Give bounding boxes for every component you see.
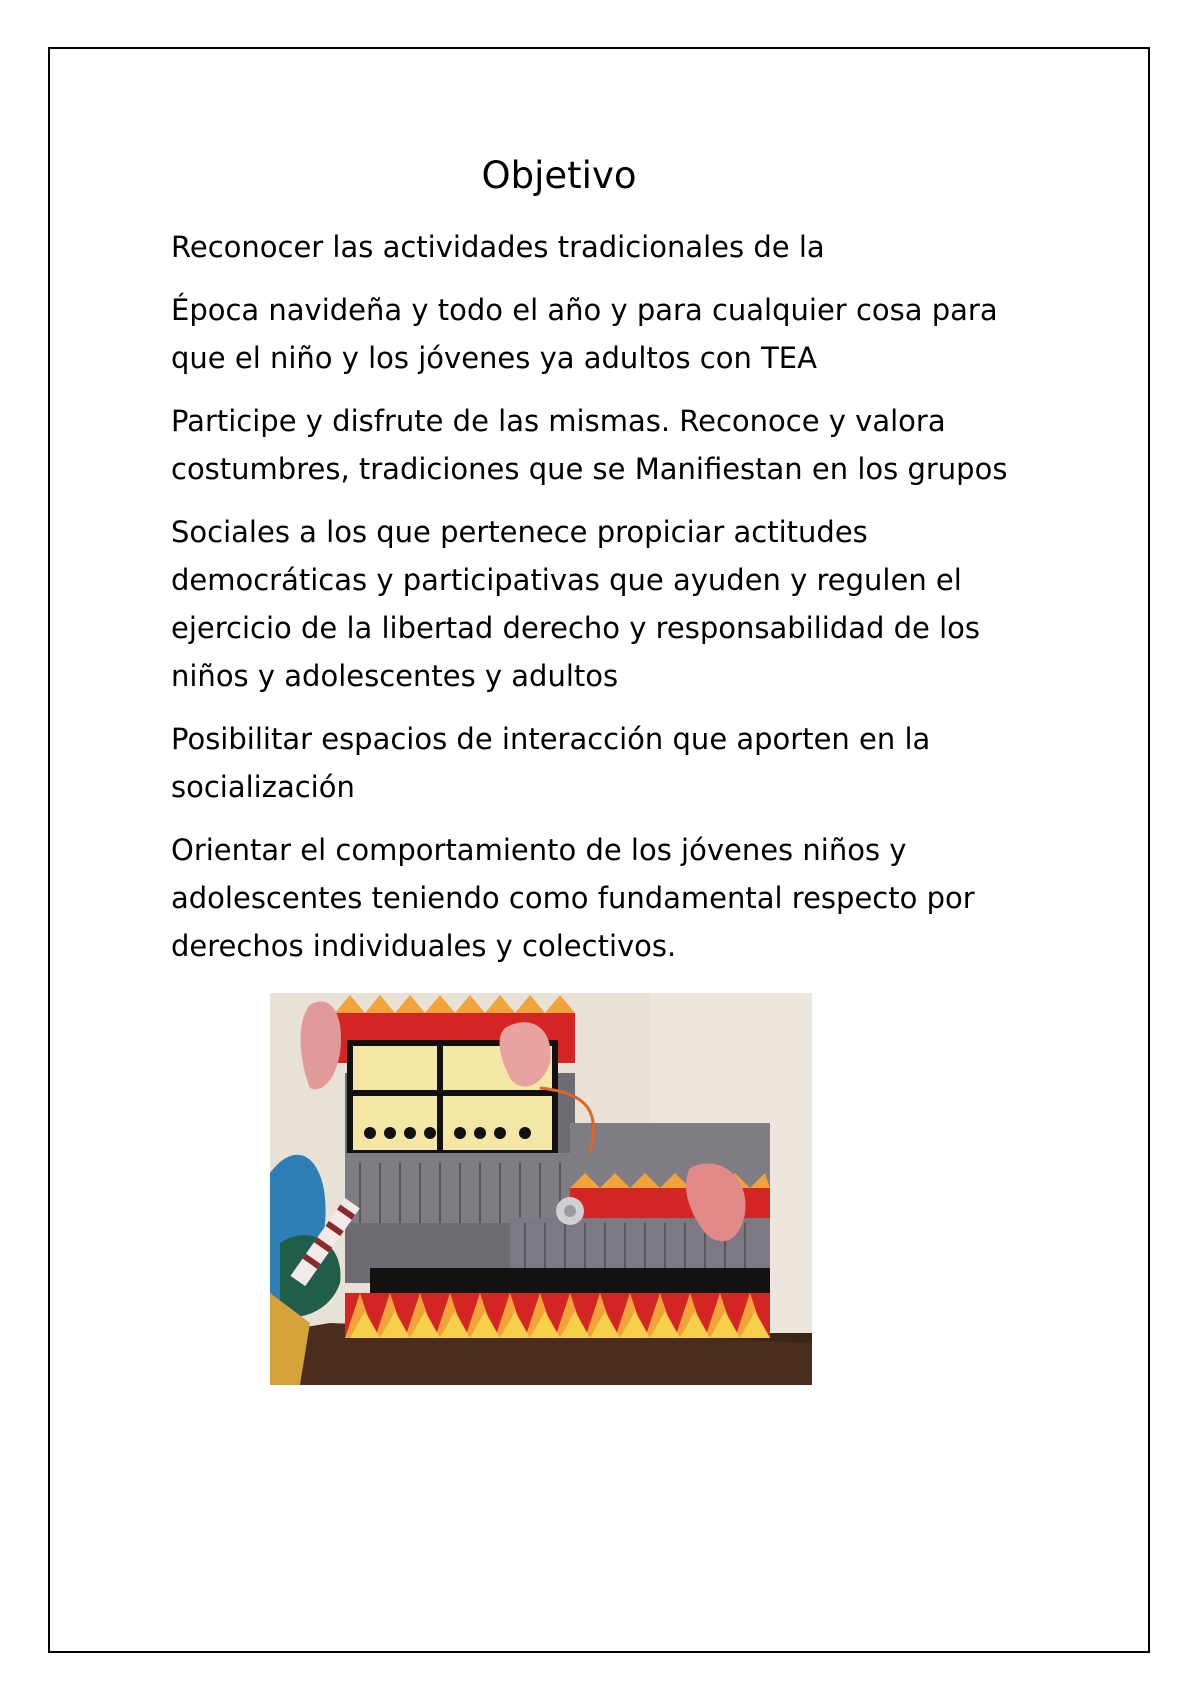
text-line: adolescentes teniendo como fundamental respecto por	[171, 881, 975, 915]
text-line: democráticas y participativas que ayuden y regulen el	[171, 563, 962, 597]
text-line: Posibilitar espacios de interacción que aporten en la	[171, 722, 931, 756]
body-text	[171, 223, 1071, 985]
text-line: Orientar el comportamiento de los jóvenes niños y	[171, 833, 907, 867]
text-line: costumbres, tradiciones que se Manifiestan en los grupos	[171, 452, 1008, 486]
paragraph-3	[171, 397, 1071, 493]
paragraph-4	[171, 508, 1071, 700]
text-line: Participe y disfrute de las mismas. Reconoce y valora	[171, 404, 946, 438]
text-line: niños y adolescentes y adultos	[171, 659, 619, 693]
paragraph-1	[171, 223, 1071, 271]
paragraph-2	[171, 286, 1071, 382]
paragraph-5	[171, 715, 1071, 811]
text-line: Reconocer las actividades tradicionales de la	[171, 230, 825, 264]
paragraph-6	[171, 826, 1071, 970]
text-line: ejercicio de la libertad derecho y responsabilidad de los	[171, 611, 981, 645]
text-line: Época navideña y todo el año y para cualquier cosa para	[171, 293, 998, 327]
text-line: socialización	[171, 770, 355, 804]
text-line: que el niño y los jóvenes ya adultos con TEA	[171, 341, 817, 375]
text-line: derechos individuales y colectivos.	[171, 929, 677, 963]
page-title: Objetivo	[481, 154, 637, 197]
pinata-photo	[270, 993, 812, 1385]
text-line: Sociales a los que pertenece propiciar actitudes	[171, 515, 868, 549]
